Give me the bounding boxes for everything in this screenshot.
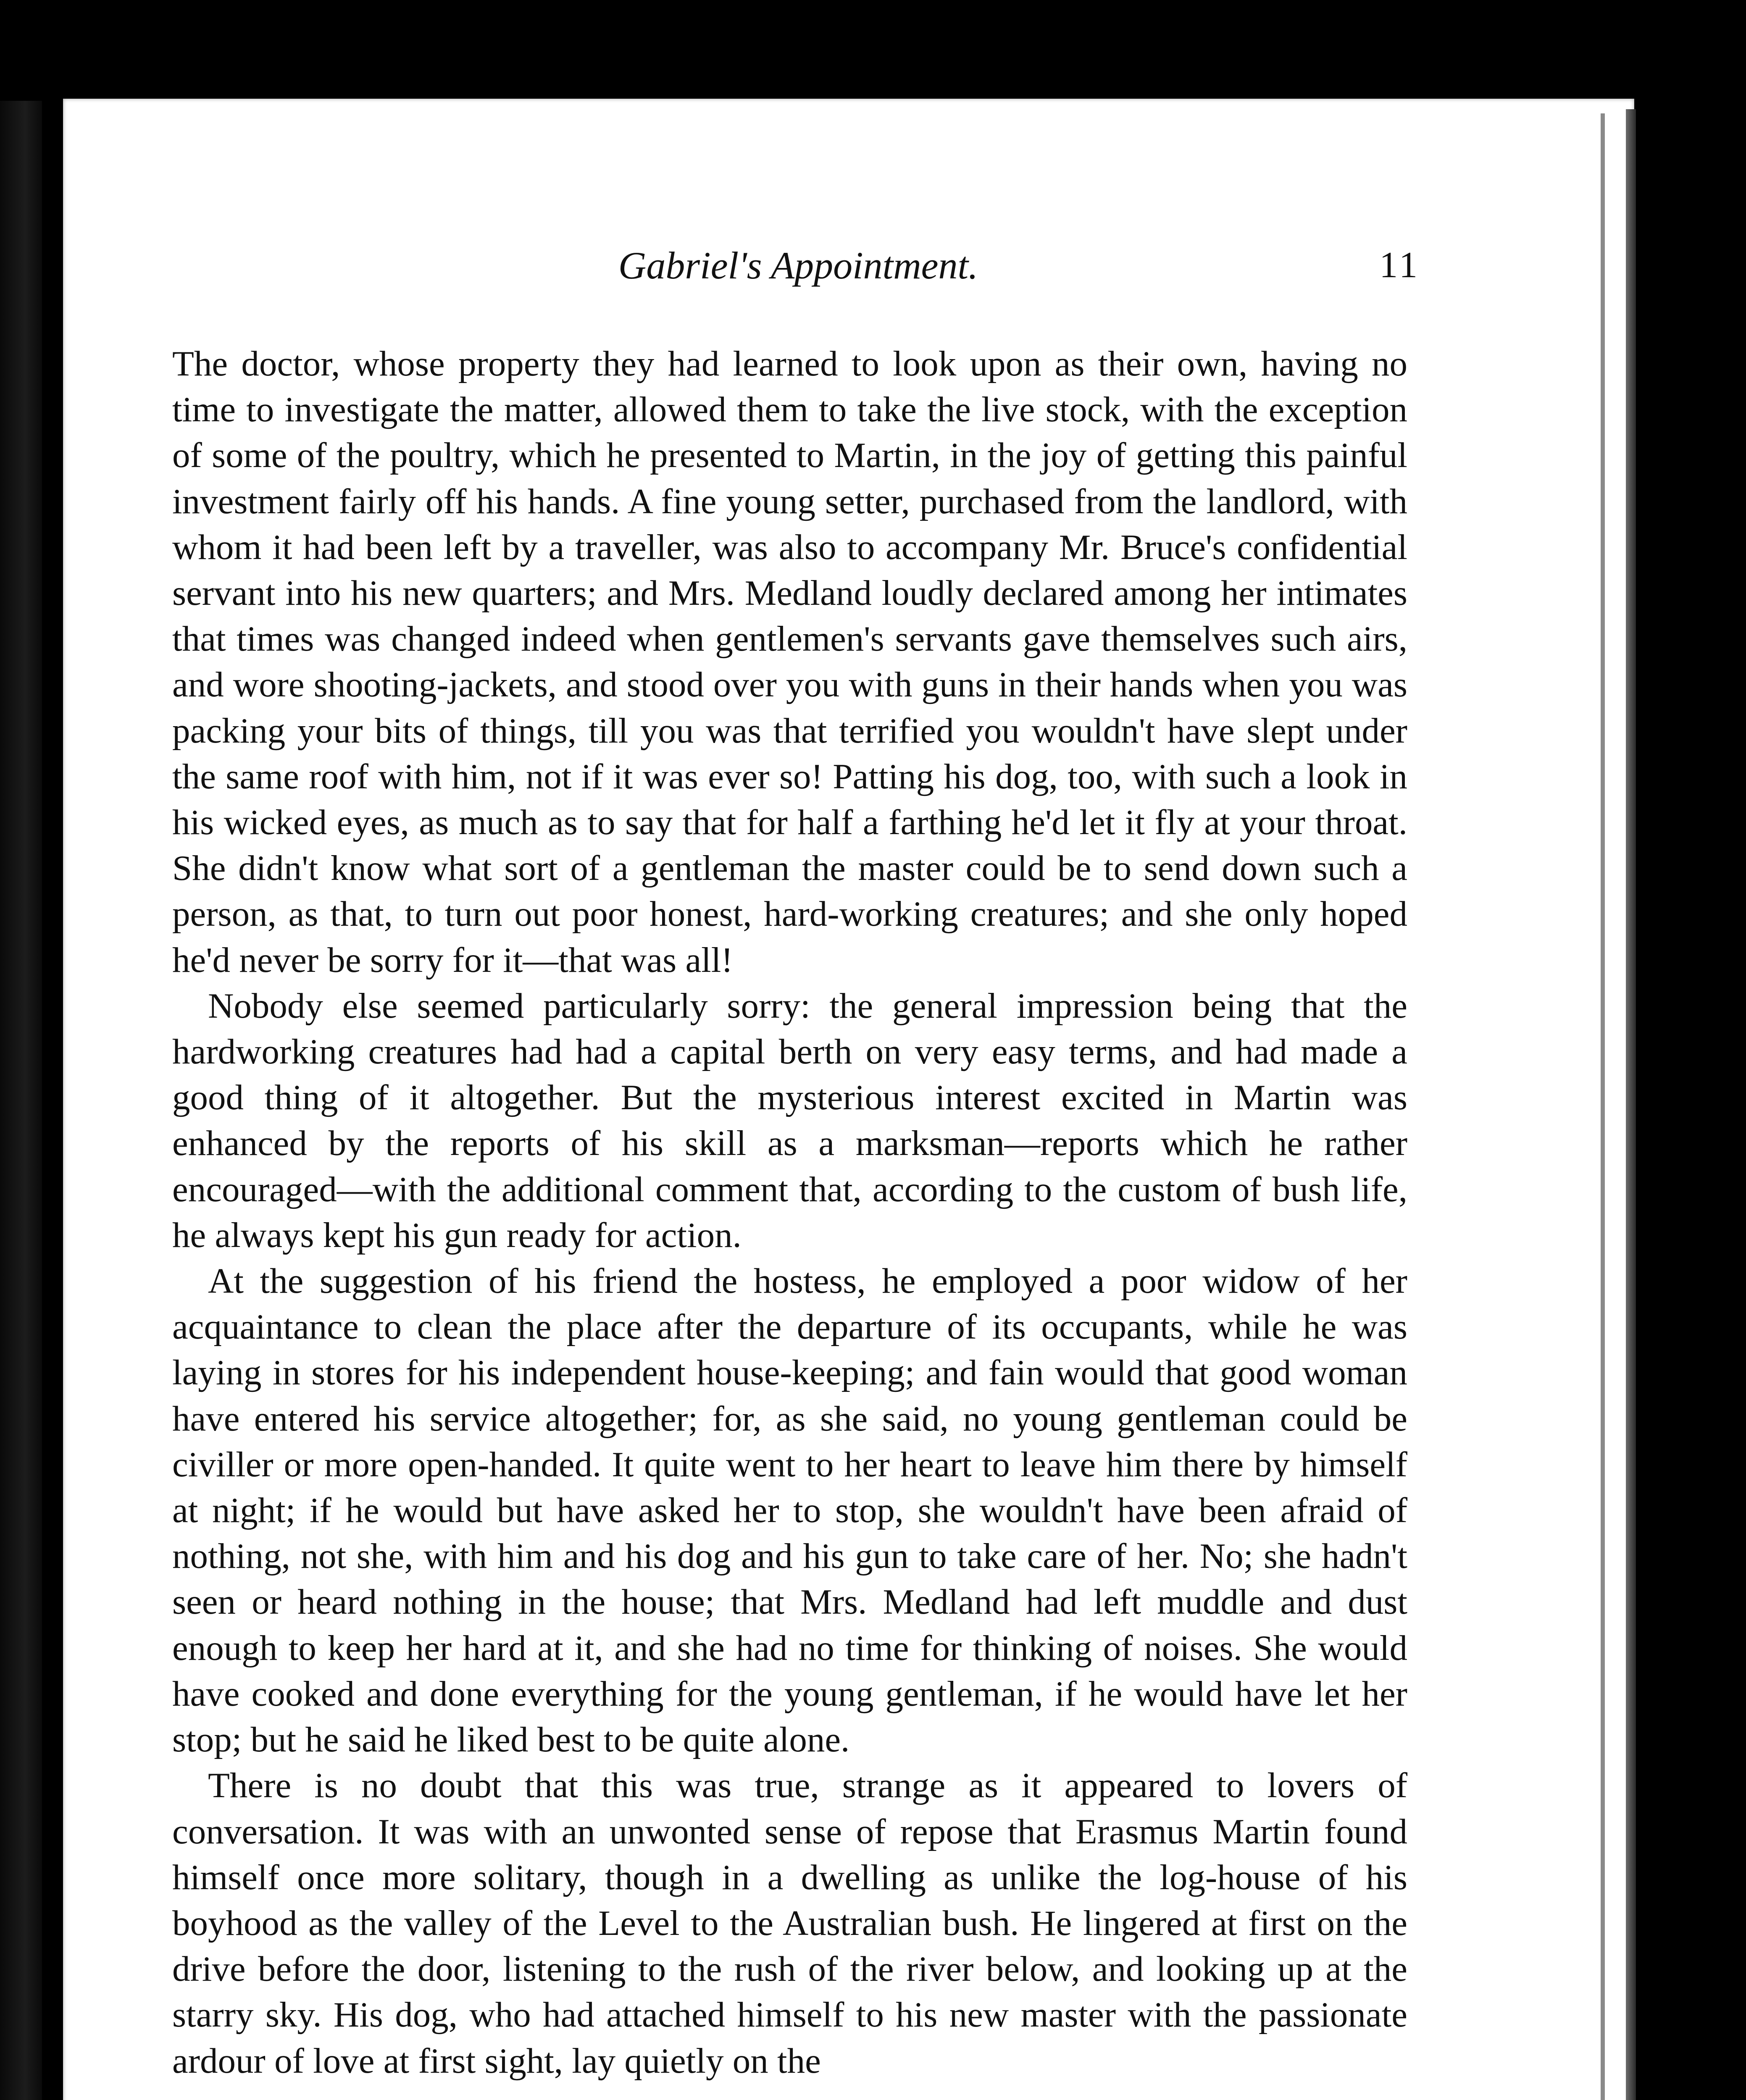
page-number: 11 [1379,245,1420,286]
body-text [172,341,1407,2084]
paragraph-4: There is no doubt that this was true, strange as it appeared to lovers of conversation. It was with an unwonted sense of repose that Erasmus Martin found himself once more solitary, though in a dwelling as unlike the log-house of his boyhood as the valley of the Level to the Australian bush. He lingered at first on the drive before the door, listening to the rush of the river below, and looking up at the starry sky. His dog, who had attached himself to his new master with the passionate ardour of love at first sight, lay quietly on the [172,1766,1407,2081]
running-title: Gabriel's Appointment. [618,244,978,287]
paragraph-1: The doctor, whose property they had learned to look upon as their own, having no time to investigate the matter, allowed them to take the live stock, with the exception of some of the poultry, which he presented to Martin, in the joy of getting this painful investment fairly off his hands. A fine young setter, purchased from the landlord, with whom it had been left by a traveller, was also to accompany Mr. Bruce's confidential servant into his new quarters; and Mrs. Medland loudly declared among her intimates that times was changed indeed when gentlemen's servants gave themselves such airs, and wore shooting-jackets, and stood over you with guns in their hands when you was packing your bits of things, till you was that terrified you wouldn't have slept under the same roof with him, not if it was ever so! Patting his dog, too, with such a look in his wicked eyes, as much as to say that for half a farthing he'd let it fly at your throat. She didn't know what sort of a gentleman the master could be to send down such a person, as that, to turn out poor honest, hard-working creatures; and she only hoped he'd never be sorry for it—that was all! [172,344,1407,980]
previous-page-edge [0,101,42,2100]
paragraph-2: Nobody else seemed particularly sorry: the general impression being that the hardworking creatures had had a capital berth on very easy terms, and had made a good thing of it altogether. But the mysterious interest excited in Martin was enhanced by the reports of his skill as a marksman—reports which he rather encouraged—with the additional comment that, according to the custom of bush life, he always kept his gun ready for action. [172,986,1407,1255]
paragraph-3: At the suggestion of his friend the hostess, he employed a poor widow of her acquaintance to clean the place after the departure of its occupants, while he was laying in stores for his independent house-keeping; and fain would that good woman have entered his service altogether; for, as she said, no young gentleman could be civiller or more open-handed. It quite went to her heart to leave him there by himself at night; if he would but have asked her to stop, she wouldn't have been afraid of nothing, not she, with him and his dog and his gun to take care of her. No; she hadn't seen or heard nothing in the house; that Mrs. Medland had left muddle and dust enough to keep her hard at it, and she had no time for thinking of noises. She would have cooked and done everything for the young gentleman, if he would have let her stop; but he said he liked best to be quite alone. [172,1261,1407,1760]
page-header [176,240,1420,291]
page-edge-shadow [1626,109,1636,2100]
page-edge-line [1601,113,1605,2100]
